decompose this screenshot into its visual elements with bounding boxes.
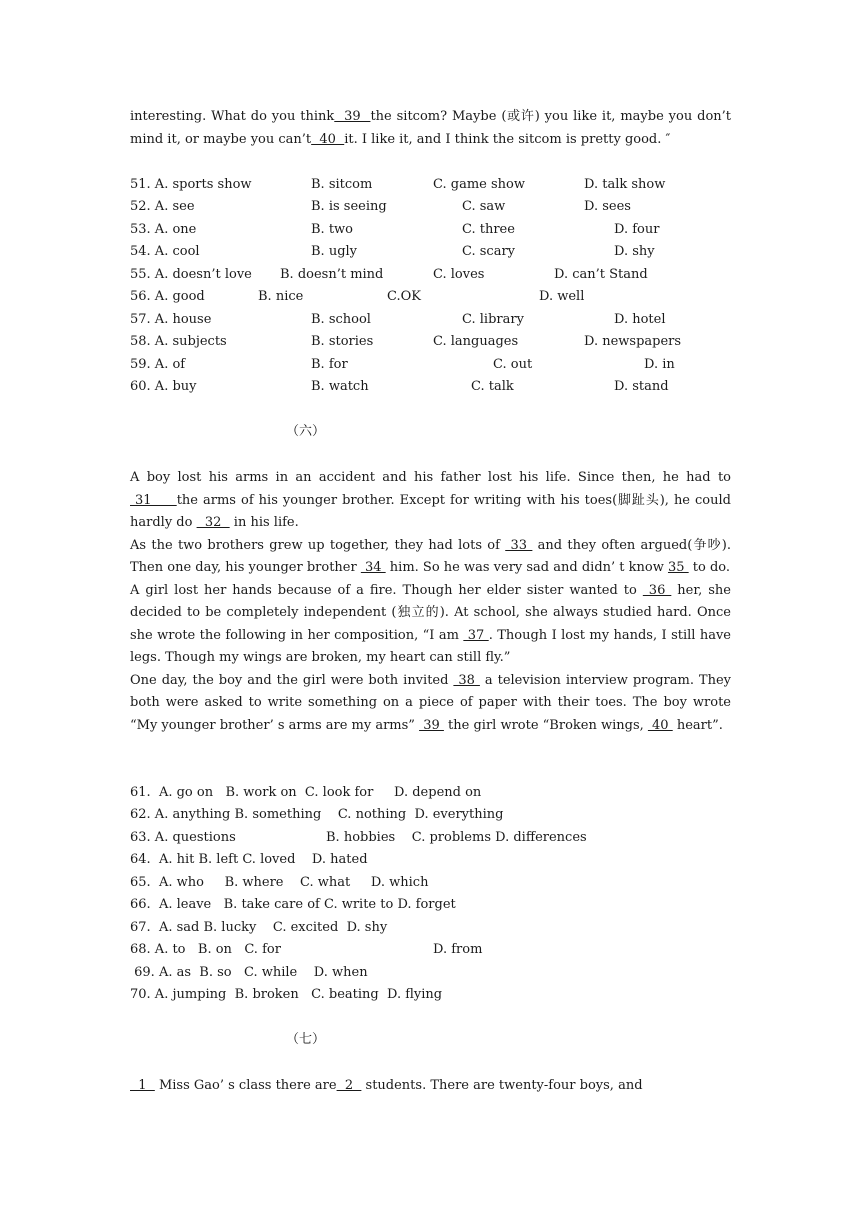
blank-34: 34 — [360, 560, 386, 575]
passage-7: 1 Miss Gao’ s class there are 2 students. There are twenty-four boys, and — [130, 1078, 643, 1093]
blank-35: 35 — [667, 560, 689, 575]
question-51: 51. A. sports show B. sitcom C. game show D. talk show — [130, 177, 666, 192]
blank-33: 33 — [505, 537, 533, 553]
question-54: 54. A. cool B. ugly C. scary D. shy — [130, 244, 655, 259]
question-55: 55. A. doesn’t love B. doesn’t mind C. loves D. can’t Stand — [130, 267, 648, 282]
document-page: interesting. What do you think 39 the sitcom? Maybe (或许) you like it, maybe you don’t mind it, or maybe you can’t 40 it. I like it, and I think the sitcom is pretty good. ″ 51. A. sports show B. sitcom C. game show D. talk show 52. A. see B. is seeing C. saw D. sees 53. A. one B. two C. three D. four 54. A. cool B. ugly C. scary D. shy 55. A. doesn’t love B. doesn’t mind C. loves D. can’t Stand 56. A. good B. nice C.OK D. well 57. A. house B. school C. library D. hotel 58. A. subjects B. stories C. languages D. newspapers 59. A. of B. for C. out D. in 60. A. buy B. watch C. talk D. stand （六） A boy lost his arms in an accident and his father lost his life. Since then, he had to 31 the arms of his younger brother. Except for writing with his toes(脚趾头), he could hardly do 32 in his life. As the two brothers grew up together, they had lots of 33 and they often argued(争吵). Then one day, his younger brother 34 him. So he was very sad and didn’ t know 35 to do. A girl lost her hands because of a fire. Though her elder sister wanted to 36 her, she decided to be completely independent (独立的). At school, she always studied hard. Once she wrote the following in her composition, “I am 37 . Though I lost my hands, I still have legs. Though my wings are broken, my heart can still fly.” One day, the boy and the girl were both invited 38 a television interview program. They both were asked to write something on a piece of paper with their toes. The boy wrote “My younger brother’ s arms are my arms” 39 the girl wrote “Broken wings, 40 heart”. 61. A. go on B. work on C. look for D. depend on 62. A. anything B. something C. nothing D. everything 63. A. questions B. hobbies C. problems D. differences 64. A. hit B. left C. loved D. hated 65. A. who B. where C. what D. which 66. A. leave B. take care of C. write to D. forget 67. A. sad B. lucky C. excited D. shy 68. A. to B. on C. for D. from 69. A. as B. so C. while D. when 70. A. jumping B. broken C. beating D. flying （七） 1 Miss Gao’ s class there are 2 students. There are twenty-four boys, and — [0, 0, 860, 1216]
blank-40: 40 — [311, 131, 345, 147]
question-59: 59. A. of B. for C. out D. in — [130, 357, 675, 372]
question-63: 63. A. questions B. hobbies C. problems D. differences — [130, 830, 587, 845]
question-52: 52. A. see B. is seeing C. saw D. sees — [130, 199, 631, 214]
blank-37: 37 — [463, 627, 489, 643]
question-60: 60. A. buy B. watch C. talk D. stand — [130, 379, 669, 394]
blank-38: 38 — [453, 672, 480, 688]
section-label-6: （六） — [286, 424, 326, 439]
question-68: 68. A. to B. on C. for D. from — [130, 942, 483, 957]
blank-40b: 40 — [647, 717, 673, 733]
blank-36: 36 — [642, 582, 672, 598]
blank-39: 39 — [334, 109, 371, 124]
question-56: 56. A. good B. nice C.OK D. well — [130, 289, 585, 304]
question-53: 53. A. one B. two C. three D. four — [130, 222, 660, 237]
blank-31: 31 — [130, 492, 177, 508]
passage-top: interesting. What do you think 39 the sitcom? Maybe (或许) you like it, maybe you don’t mind it, or maybe you can’t 40 it. I like it, and I think the sitcom is pretty good. ″ — [130, 109, 732, 147]
blank-1: 1 — [130, 1078, 155, 1093]
blank-32: 32 — [196, 515, 230, 530]
passage-6: A boy lost his arms in an accident and his father lost his life. Since then, he had to 31 the arms of his younger brother. Except for writing with his toes(脚趾头), he could hardly do 32 in his life. As the two brothers grew up together, they had lots of 33 and they often argued(争吵). Then one day, his younger brother 34 him. So he was very sad and didn’ t know 35 to do. A girl lost her hands because of a fire. Though her elder sister wanted to 36 her, she decided to be completely independent (独立的). At school, she always studied hard. Once she wrote the following in her composition, “I am 37 . Though I lost my hands, I still have legs. Though my wings are broken, my heart can still fly.” One day, the boy and the girl were both invited 38 a television interview program. They both were asked to write something on a piece of paper with their toes. The boy wrote “My younger brother’ s arms are my arms” 39 the girl wrote “Broken wings, 40 heart”. — [130, 470, 732, 733]
question-58: 58. A. subjects B. stories C. languages D. newspapers — [130, 334, 682, 349]
section-label-7: （七） — [286, 1032, 326, 1047]
blank-2: 2 — [336, 1078, 362, 1093]
blank-39b: 39 — [419, 717, 444, 733]
question-57: 57. A. house B. school C. library D. hotel — [130, 312, 666, 327]
